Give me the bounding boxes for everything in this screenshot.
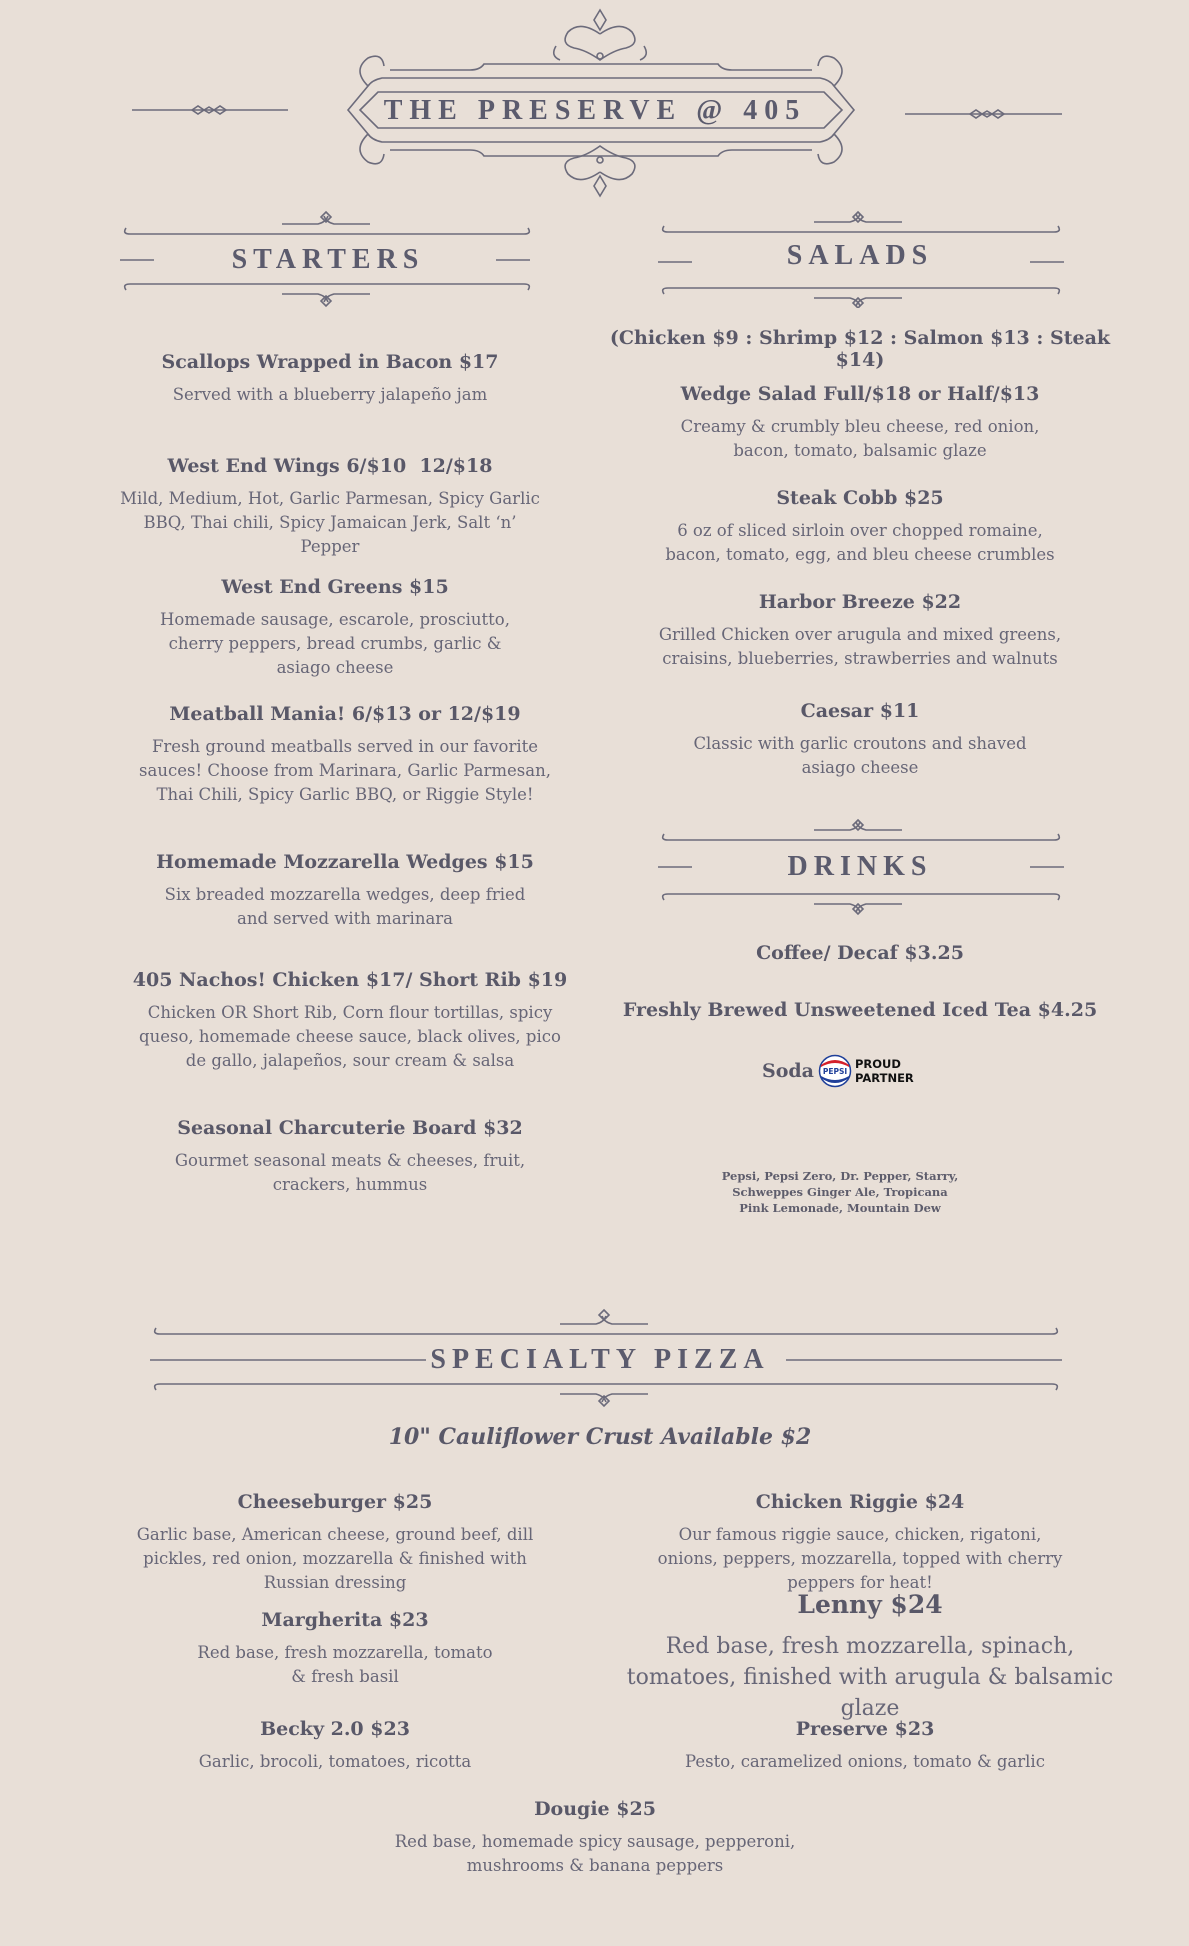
drinks-title: DRINKS	[787, 851, 933, 882]
pizza-item-name: Lenny $24	[797, 1590, 943, 1619]
pizza-item-name: Preserve $23	[795, 1718, 935, 1740]
starters-title: STARTERS	[231, 244, 425, 275]
starter-item-name: West End Greens $15	[221, 576, 449, 598]
soda-label: Soda	[762, 1060, 814, 1082]
pizza-item-desc: Red base, homemade spicy sausage, pepperoni, mushrooms & banana peppers	[394, 1832, 796, 1875]
pizza-item-desc: Pesto, caramelized onions, tomato & garlic	[685, 1752, 1045, 1771]
starter-item-name: West End Wings 6/$10 12/$18	[167, 455, 493, 477]
starter-item-desc: Six breaded mozzarella wedges, deep fried and served with marinara	[164, 885, 526, 928]
pizza-item	[185, 1609, 505, 1689]
starter-item	[150, 851, 540, 931]
pizza-item	[135, 1491, 535, 1595]
salad-item-name: Caesar $11	[800, 700, 920, 722]
salad-item	[650, 591, 1070, 671]
pizza-item	[135, 1718, 535, 1774]
starter-item-name: 405 Nachos! Chicken $17/ Short Rib $19	[132, 969, 568, 991]
pizza-item-desc: Garlic base, American cheese, ground beef, dill pickles, red onion, mozzarella & finished with Russian dressing	[136, 1525, 534, 1592]
starter-item-desc: Served with a blueberry jalapeño jam	[172, 385, 488, 404]
starter-item	[140, 576, 530, 680]
starter-item-desc: Homemade sausage, escarole, prosciutto, cherry peppers, bread crumbs, garlic & asiago cheese	[160, 610, 510, 677]
starter-item-desc: Chicken OR Short Rib, Corn flour tortillas, spicy queso, homemade cheese sauce, black olives, pico de gallo, jalapeños, sour cream & salsa	[139, 1003, 561, 1070]
pizza-item-name: Becky 2.0 $23	[260, 1718, 410, 1740]
salad-item	[650, 383, 1070, 463]
starter-item	[125, 703, 565, 807]
pepsi-logo-text: PEPSI	[822, 1067, 848, 1076]
starter-item-desc: Mild, Medium, Hot, Garlic Parmesan, Spicy Garlic BBQ, Thai chili, Spicy Jamaican Jerk, Salt ‘n’ Pepper	[120, 489, 540, 556]
starter-item	[130, 969, 570, 1073]
salad-item-name: Harbor Breeze $22	[758, 591, 962, 613]
pizza-item	[655, 1491, 1065, 1595]
pizza-item-name: Chicken Riggie $24	[755, 1491, 965, 1513]
pizza-item-name: Cheeseburger $25	[237, 1491, 433, 1513]
salad-item-desc: Creamy & crumbly bleu cheese, red onion, bacon, tomato, balsamic glaze	[680, 417, 1040, 460]
salad-item-desc: Grilled Chicken over arugula and mixed greens, craisins, blueberries, strawberries and walnuts	[658, 625, 1062, 668]
pizza-item-desc: Our famous riggie sauce, chicken, rigatoni, onions, peppers, mozzarella, topped with cherry peppers for heat!	[657, 1525, 1063, 1592]
starter-item	[120, 351, 540, 407]
pizza-item-name: Dougie $25	[534, 1798, 656, 1820]
pizza-item-name: Margherita $23	[261, 1609, 429, 1631]
pizza-title: SPECIALTY PIZZA	[430, 1344, 770, 1375]
partner-line-1: PROUD	[855, 1057, 901, 1071]
cauliflower-note: 10" Cauliflower Crust Available $2	[388, 1424, 812, 1450]
soda-row	[762, 1054, 914, 1088]
partner-line-2: PARTNER	[855, 1071, 914, 1085]
starter-item	[140, 1117, 560, 1197]
restaurant-title: THE PRESERVE @ 405	[383, 95, 807, 126]
pizza-item-desc: Garlic, brocoli, tomatoes, ricotta	[198, 1752, 472, 1771]
salad-item-desc: Classic with garlic croutons and shaved asiago cheese	[693, 734, 1027, 777]
pizza-item	[390, 1798, 800, 1878]
drink-coffee: Coffee/ Decaf $3.25	[756, 942, 964, 964]
salad-item-name: Wedge Salad Full/$18 or Half/$13	[680, 383, 1040, 405]
starter-item-name: Scallops Wrapped in Bacon $17	[161, 351, 499, 373]
starter-item-desc: Gourmet seasonal meats & cheeses, fruit, crackers, hummus	[174, 1151, 526, 1194]
starter-item-name: Meatball Mania! 6/$13 or 12/$19	[169, 703, 521, 725]
pizza-item-desc: Red base, fresh mozzarella, spinach, tomatoes, finished with arugula & balsamic glaze	[626, 1634, 1114, 1721]
proud-partner-badge	[855, 1057, 914, 1085]
starter-item-name: Seasonal Charcuterie Board $32	[177, 1117, 523, 1139]
pizza-item	[610, 1590, 1130, 1724]
salad-item-name: Steak Cobb $25	[776, 487, 944, 509]
starter-item-desc: Fresh ground meatballs served in our favorite sauces! Choose from Marinara, Garlic Parmesan, Thai Chili, Spicy Garlic BBQ, or Riggie Style!	[139, 737, 551, 804]
salads-addons: (Chicken $9 : Shrimp $12 : Salmon $13 : Steak $14)	[609, 327, 1111, 371]
starter-item	[120, 455, 540, 559]
salads-title: SALADS	[786, 240, 934, 271]
soda-list: Pepsi, Pepsi Zero, Dr. Pepper, Starry, Schweppes Ginger Ale, Tropicana Pink Lemonade, Mountain Dew	[721, 1169, 959, 1215]
salad-item	[650, 487, 1070, 567]
salad-item-desc: 6 oz of sliced sirloin over chopped romaine, bacon, tomato, egg, and bleu cheese crumbles	[665, 521, 1055, 564]
pepsi-logo-icon	[818, 1054, 852, 1088]
pizza-item	[655, 1718, 1075, 1774]
drink-iced-tea: Freshly Brewed Unsweetened Iced Tea $4.25	[622, 999, 1098, 1021]
pizza-item-desc: Red base, fresh mozzarella, tomato & fresh basil	[197, 1643, 493, 1686]
salad-item	[660, 700, 1060, 780]
starter-item-name: Homemade Mozzarella Wedges $15	[156, 851, 534, 873]
